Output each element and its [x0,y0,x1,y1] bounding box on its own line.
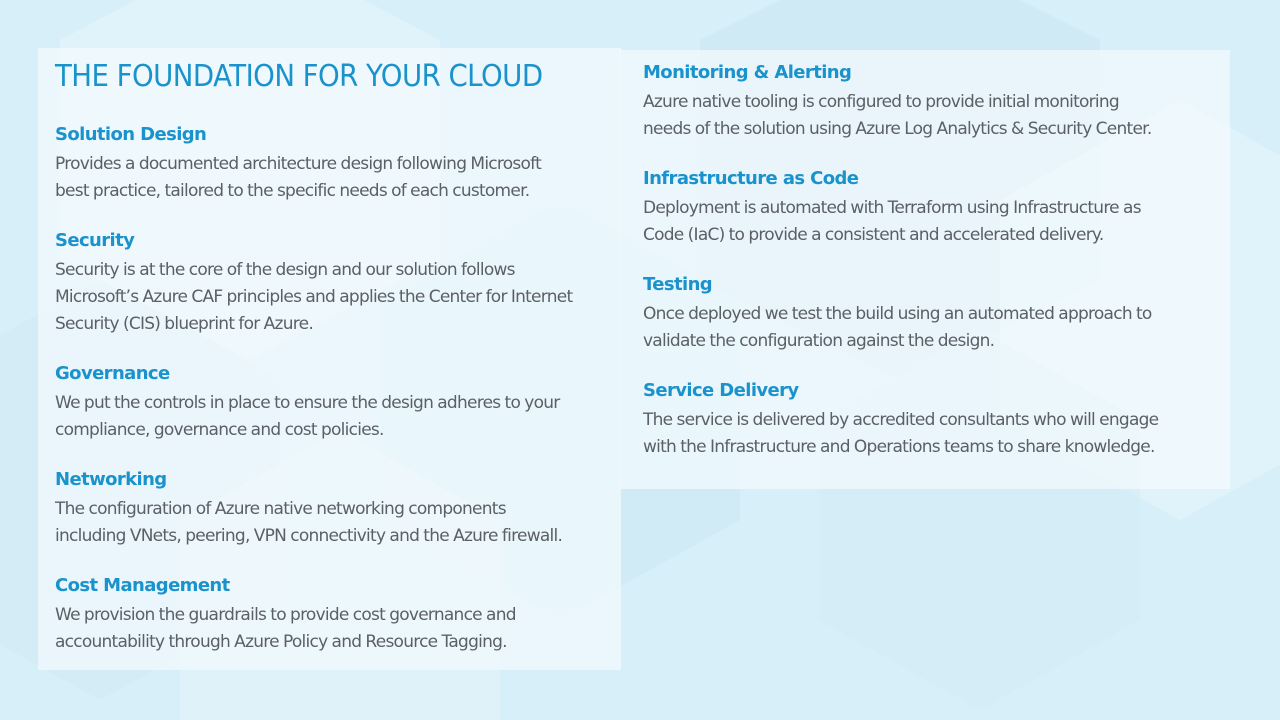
section-heading: Governance [55,363,170,384]
section-body [643,407,1223,461]
section-body-line: Azure native tooling is configured to provide initial monitoring [643,92,1119,112]
section-heading: Cost Management [55,575,230,596]
section-heading: Security [55,230,135,251]
section-body [55,602,615,656]
section-body [55,496,615,550]
section-body-line: including VNets, peering, VPN connectivity and the Azure firewall. [55,526,563,546]
section-body-line: Microsoft’s Azure CAF principles and applies the Center for Internet [55,287,573,307]
section-body-line: Deployment is automated with Terraform using Infrastructure as [643,198,1141,218]
section-body-line: needs of the solution using Azure Log Analytics & Security Center. [643,119,1152,139]
section-body-line: Security is at the core of the design and our solution follows [55,260,515,280]
section-cost-management [55,573,615,656]
section-body-line: We provision the guardrails to provide cost governance and [55,605,516,625]
section-testing [643,272,1223,355]
right-column [643,60,1223,484]
section-heading: Service Delivery [643,380,799,401]
section-body-line: The configuration of Azure native networking components [55,499,506,519]
section-body [643,89,1223,143]
section-body-line: compliance, governance and cost policies. [55,420,384,440]
section-body [55,151,615,205]
section-infrastructure-as-code [643,166,1223,249]
section-body [643,195,1223,249]
section-body-line: best practice, tailored to the specific needs of each customer. [55,181,530,201]
section-monitoring-alerting [643,60,1223,143]
section-body [55,390,615,444]
section-solution-design [55,122,615,205]
section-body-line: Once deployed we test the build using an automated approach to [643,304,1152,324]
section-security [55,228,615,338]
left-sections-list [55,122,615,656]
section-body-line: accountability through Azure Policy and Resource Tagging. [55,632,507,652]
section-body-line: The service is delivered by accredited consultants who will engage [643,410,1159,430]
section-body [55,257,615,338]
left-column [55,58,615,679]
section-heading: Infrastructure as Code [643,168,859,189]
section-governance [55,361,615,444]
section-heading: Testing [643,274,713,295]
section-body-line: validate the configuration against the design. [643,331,995,351]
section-heading: Solution Design [55,124,207,145]
section-service-delivery [643,378,1223,461]
section-body-line: Security (CIS) blueprint for Azure. [55,314,313,334]
section-networking [55,467,615,550]
section-body-line: Code (IaC) to provide a consistent and accelerated delivery. [643,225,1104,245]
page-title: THE FOUNDATION FOR YOUR CLOUD [55,59,543,94]
section-body-line: Provides a documented architecture design following Microsoft [55,154,542,174]
section-heading: Monitoring & Alerting [643,62,852,83]
section-body-line: We put the controls in place to ensure the design adheres to your [55,393,560,413]
section-body [643,301,1223,355]
section-body-line: with the Infrastructure and Operations teams to share knowledge. [643,437,1155,457]
section-heading: Networking [55,469,167,490]
